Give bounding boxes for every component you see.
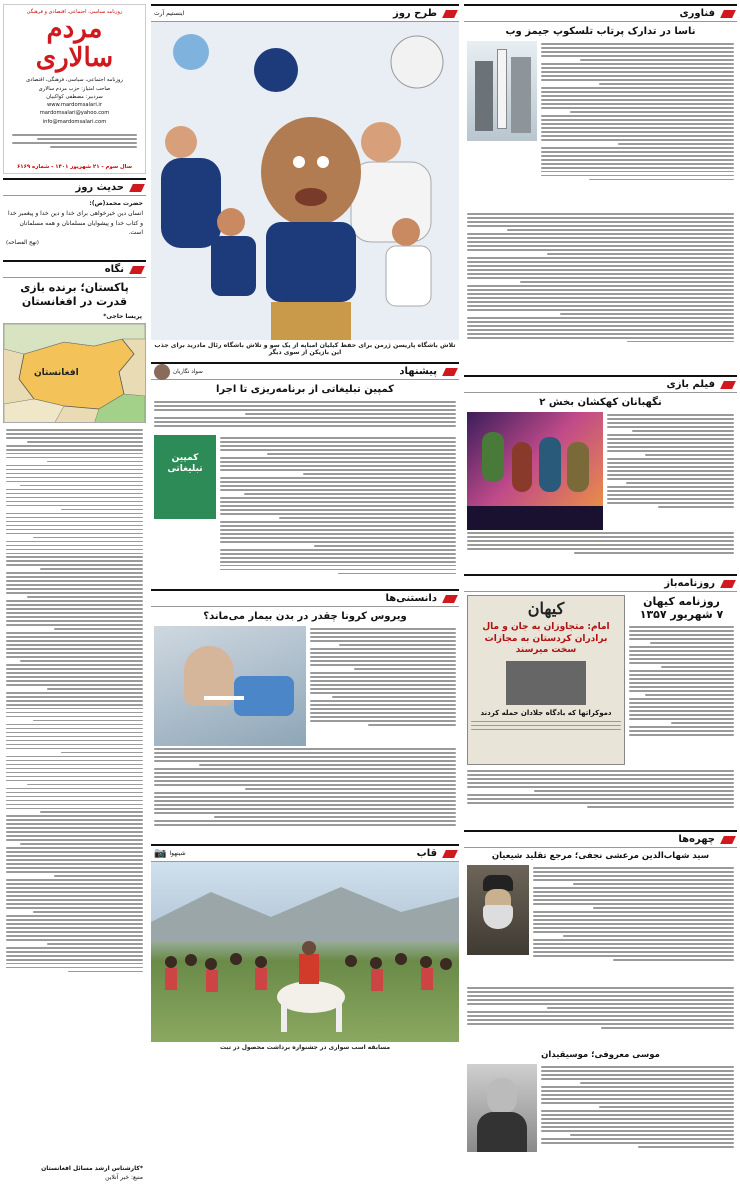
film-title: نگهبانان کهکشان بخش ۲ — [539, 397, 662, 408]
chehreha-person1-title: سید شهاب‌الدین مرعشی نجفی؛ مرجع تقلید شیعیان — [491, 851, 710, 861]
camera-icon: 📷 — [154, 848, 167, 859]
clipping-paper-name: کیهان — [527, 599, 565, 618]
clipping-subheadline: دموکراتها که بادگاه جلادان حمله کردند — [480, 709, 612, 718]
roozname-body — [629, 624, 734, 764]
danestani-tag: دانستنی‌ها — [383, 593, 440, 604]
fanavari-title: ناسا در تدارک پرتاب تلسکوپ جیمز وب — [505, 26, 696, 37]
clipping-photo — [506, 661, 586, 705]
afghanistan-map — [3, 323, 146, 423]
cartoon-caption: تلاش باشگاه پاریسن ژرمن برای حفظ کیلیان امباپه از یک سو و تلاش باشگاه رئال مادرید برای جذب این بازیکن از سوی دیگر — [154, 342, 456, 356]
masthead — [3, 4, 146, 174]
danestani-section — [151, 589, 459, 842]
pishnahad-header — [151, 362, 459, 380]
book-title: کمپین تبلیغاتی — [167, 453, 203, 474]
film-body — [464, 530, 737, 570]
left-column — [3, 4, 146, 1194]
masthead-info: روزنامه اجتماعی، سیاسی، فرهنگی، اقتصادی صاحب امتیاز: حزب مردم سالاری سردبیر: مصطفی کواکبیان www.mardomsalari.ir mardomsalari@yahoo.com info@mardomsalari.com — [26, 77, 123, 125]
fanavari-tag: فناوری — [676, 8, 718, 19]
roozname-body-bottom — [464, 768, 737, 826]
clipping-text — [471, 718, 621, 738]
ghab-header — [151, 844, 459, 862]
negah-author: پریسا حاجی‌* — [103, 312, 142, 320]
hadith-source: حضرت محمد(ص): — [89, 200, 143, 207]
negah-section — [3, 260, 146, 1181]
roozname-header — [464, 574, 737, 592]
map-label: افغانستان — [34, 367, 79, 378]
fanavari-body-top — [541, 41, 734, 211]
cartoon-section — [151, 4, 459, 358]
ghab-section — [151, 844, 459, 1053]
film-body-right — [607, 412, 734, 530]
negah-tag: نگاه — [102, 264, 127, 275]
roozname-tag: روزنامه‌باز — [661, 578, 718, 589]
rocket-photo — [467, 41, 537, 141]
chehreha-person2-title: موسی معروفی؛ موسیقیدان — [541, 1050, 660, 1061]
middle-column — [151, 4, 459, 1194]
cartoon-header — [151, 4, 459, 22]
film-header — [464, 375, 737, 393]
clipping-headline: امام: متجاوزان به جان و مال برادران کردستان به مجازات سخت میرسند — [482, 622, 610, 656]
pishnahad-section — [151, 362, 459, 587]
ghab-credit: شینهوا — [169, 850, 186, 857]
fanavari-body — [464, 211, 737, 371]
masthead-date: سال سوم - ۲۱ شهریور ۱۴۰۱ - شماره ۶۱۶۹ — [16, 164, 133, 170]
film-section — [464, 375, 737, 570]
ghab-caption: مسابقه اسب سواری در جشنواره برداشت محصول در تبت — [219, 1044, 391, 1051]
chehreha-tag: چهره‌ها — [675, 834, 718, 845]
masthead-subtitle: روزنامه سیاسی، اجتماعی، اقتصادی و فرهنگی — [26, 9, 123, 15]
negah-source: منبع: خبر آنلاین — [105, 1173, 143, 1181]
roozname-title: روزنامه کیهان — [643, 595, 720, 608]
person2-photo — [467, 1064, 537, 1152]
fanavari-section — [464, 4, 737, 371]
person1-photo — [467, 865, 529, 955]
chehreha-section — [464, 830, 737, 1174]
film-tag: فیلم بازی — [664, 379, 718, 390]
pishnahad-body-top — [151, 399, 459, 433]
movie-poster — [467, 412, 603, 530]
danestani-header — [151, 589, 459, 607]
author-avatar — [154, 364, 170, 380]
cartoon-graphic — [151, 22, 459, 340]
book-cover — [154, 435, 216, 519]
covid-test-photo — [154, 626, 306, 746]
roozname-date: ۷ شهریور ۱۳۵۷ — [639, 608, 724, 621]
person1-body — [533, 865, 734, 985]
masthead-address — [4, 130, 145, 164]
danestani-body-right — [310, 626, 456, 746]
danestani-body — [151, 746, 459, 842]
masthead-title: مردم سالاری — [35, 14, 114, 73]
hadith-header — [3, 178, 146, 196]
danestani-title: ویروس کرونا چقدر در بدن بیمار می‌ماند؟ — [203, 611, 407, 622]
negah-body — [3, 423, 146, 1163]
fanavari-header — [464, 4, 737, 22]
negah-header — [3, 260, 146, 278]
pishnahad-author: سواد نگاریان — [173, 368, 203, 375]
pishnahad-title: کمپین تبلیغاتی از برنامه‌ریزی تا اجرا — [216, 384, 394, 395]
horse-race-photo — [151, 862, 459, 1042]
pishnahad-tag: پیشنهاد — [396, 366, 440, 377]
roozname-section — [464, 574, 737, 826]
cartoon-image — [151, 22, 459, 340]
cartoon-artist: اینستیم آرت — [154, 10, 185, 17]
hadith-ref: (نهج الفصاحه) — [6, 239, 39, 246]
right-column — [464, 4, 737, 1194]
newspaper-clipping — [467, 595, 625, 765]
person1-body-bottom — [464, 985, 737, 1047]
horse-race-graphic — [151, 862, 459, 1042]
negah-footer: *کارشناس ارشد مسائل افغانستان — [41, 1164, 143, 1172]
cartoon-tag: طرح روز — [390, 8, 440, 19]
hadith-text: انسان دین خیرخواهی برای خدا و دین خدا و پیغمبر خدا و کتاب خدا و پیشوایان مسلمانان و همه مسلمانان است. — [8, 210, 143, 237]
pishnahad-body — [220, 435, 456, 585]
negah-title: پاکستان؛ برنده بازی قدرت در افغانستان — [20, 281, 129, 309]
hadith-tag: حدیث روز — [72, 182, 127, 193]
person2-body — [541, 1064, 734, 1174]
ghab-tag: قاب — [414, 848, 440, 859]
hadith-section — [3, 178, 146, 256]
chehreha-header — [464, 830, 737, 848]
